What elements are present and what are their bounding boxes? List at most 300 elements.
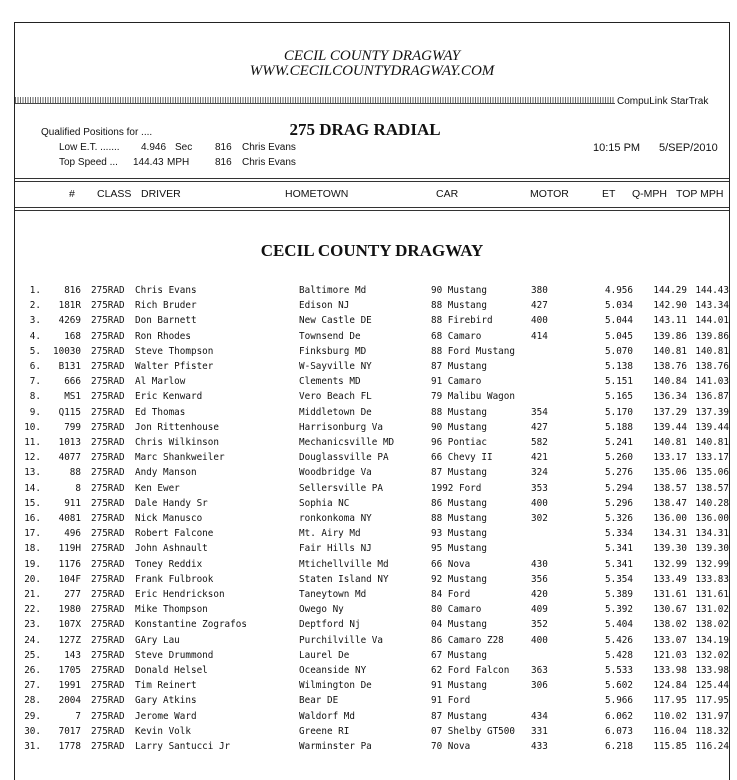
cell-motor: 356 — [531, 573, 548, 585]
cell-top-mph: 135.06 — [695, 467, 729, 479]
cell-car: 93 Mustang — [431, 528, 487, 540]
cell-hometown: Laurel De — [299, 649, 350, 661]
cell-pos: 17. — [24, 528, 41, 540]
cell-driver: Eric Hendrickson — [135, 589, 225, 600]
cell-motor: 430 — [531, 558, 548, 570]
cell-pos: 28. — [24, 695, 41, 707]
cell-hometown: Waldorf Md — [299, 710, 355, 722]
cell-car-number: 4081 — [58, 513, 81, 524]
cell-driver: Ron Rhodes — [135, 330, 191, 342]
cell-motor: 400 — [531, 497, 548, 509]
cell-driver: Tim Reinert — [135, 680, 197, 692]
cell-top-mph: 131.02 — [695, 604, 729, 616]
cell-car: 70 Nova — [431, 741, 471, 752]
cell-q-mph: 138.57 — [653, 482, 687, 494]
cell-car-number: 8 — [75, 482, 81, 494]
cell-driver: Ed Thomas — [135, 406, 186, 418]
cell-car: 91 Camaro — [431, 376, 482, 388]
cell-driver: Gary Atkins — [135, 695, 197, 707]
top-speed-driver: Chris Evans — [242, 157, 296, 168]
cell-et: 5.260 — [605, 452, 633, 464]
cell-driver: Rich Bruder — [135, 300, 197, 312]
cell-q-mph: 138.76 — [653, 361, 687, 372]
table-row — [15, 513, 731, 528]
table-row — [15, 331, 731, 346]
cell-driver: Larry Santucci Jr — [135, 741, 231, 752]
cell-hometown: Mt. Airy Md — [299, 528, 361, 540]
cell-driver: Mike Thompson — [135, 604, 208, 616]
cell-hometown: Deptford Nj — [299, 619, 361, 631]
cell-q-mph: 142.90 — [653, 300, 687, 312]
cell-et: 5.334 — [605, 528, 633, 540]
cell-et: 5.045 — [605, 330, 633, 342]
qualified-label: Qualified Positions for .... — [41, 127, 153, 138]
cell-motor: 352 — [531, 619, 548, 631]
cell-car: 91 Ford — [431, 695, 471, 707]
table-row — [15, 559, 731, 574]
header-rule-top — [15, 178, 729, 179]
cell-q-mph: 133.98 — [653, 665, 687, 676]
table-row — [15, 741, 731, 756]
cell-top-mph: 144.43 — [695, 285, 729, 296]
cell-car: 07 Shelby GT500 — [431, 725, 515, 737]
cell-pos: 8. — [29, 391, 41, 403]
header-rule-top-2 — [15, 181, 729, 182]
table-row — [15, 391, 731, 406]
low-et-label: Low E.T. ....... — [59, 142, 120, 153]
cell-driver: Andy Manson — [135, 467, 197, 479]
cell-hometown: W-Sayville NY — [299, 361, 372, 372]
top-speed-label: Top Speed ... — [59, 157, 118, 168]
cell-driver: Marc Shankweiler — [135, 452, 225, 464]
cell-top-mph: 116.24 — [695, 741, 729, 752]
cell-driver: Kevin Volk — [135, 725, 191, 737]
cell-et: 5.341 — [605, 543, 633, 555]
results-sheet — [14, 22, 730, 780]
cell-car-number: 168 — [64, 330, 81, 342]
cell-pos: 19. — [24, 558, 41, 570]
cell-et: 5.170 — [605, 406, 633, 418]
cell-hometown: Vero Beach FL — [299, 391, 372, 403]
cell-car-number: 666 — [64, 376, 81, 388]
cell-driver: Don Barnett — [135, 315, 197, 327]
cell-driver: Robert Falcone — [135, 528, 214, 540]
cell-et: 5.294 — [605, 482, 633, 494]
cell-pos: 24. — [24, 634, 41, 646]
table-row — [15, 711, 731, 726]
cell-driver: Chris Evans — [135, 285, 197, 296]
cell-pos: 18. — [24, 543, 41, 555]
col-header-et: ET — [602, 188, 616, 200]
cell-class: 275RAD — [91, 665, 125, 676]
cell-class: 275RAD — [91, 558, 125, 570]
cell-pos: 26. — [24, 665, 41, 676]
cell-class: 275RAD — [91, 376, 125, 388]
cell-class: 275RAD — [91, 421, 125, 433]
cell-hometown: Douglassville PA — [299, 452, 389, 464]
cell-driver: John Ashnault — [135, 543, 208, 555]
cell-hometown: Mechanicsville MD — [299, 437, 395, 448]
cell-pos: 31. — [24, 741, 41, 752]
cell-q-mph: 143.11 — [653, 315, 687, 327]
cell-et: 6.218 — [605, 741, 633, 752]
cell-motor: 582 — [531, 437, 548, 448]
cell-car: 88 Mustang — [431, 513, 487, 524]
cell-pos: 16. — [24, 513, 41, 524]
cell-car-number: 2004 — [58, 695, 81, 707]
cell-top-mph: 133.98 — [695, 665, 729, 676]
cell-car: 80 Camaro — [431, 604, 482, 616]
table-row — [15, 422, 731, 437]
cell-class: 275RAD — [91, 528, 125, 540]
cell-motor: 414 — [531, 330, 548, 342]
cell-driver: Eric Kenward — [135, 391, 203, 403]
table-row — [15, 680, 731, 695]
cell-motor: 427 — [531, 421, 548, 433]
cell-top-mph: 118.32 — [695, 725, 729, 737]
cell-et: 5.151 — [605, 376, 633, 388]
header-rule-bottom — [15, 207, 729, 208]
cell-driver: Jerome Ward — [135, 710, 197, 722]
cell-class: 275RAD — [91, 300, 125, 312]
cell-class: 275RAD — [91, 634, 125, 646]
cell-hometown: Owego Ny — [299, 604, 344, 616]
cell-q-mph: 140.81 — [653, 437, 687, 448]
cell-q-mph: 117.95 — [653, 695, 687, 707]
cell-motor: 421 — [531, 452, 548, 464]
cell-q-mph: 131.61 — [653, 589, 687, 600]
cell-top-mph: 138.02 — [695, 619, 729, 631]
cell-hometown: Taneytown Md — [299, 589, 367, 600]
cell-hometown: ronkonkoma NY — [299, 513, 372, 524]
cell-car-number: 1176 — [58, 558, 81, 570]
col-header-top-mph: TOP MPH — [676, 188, 724, 200]
cell-driver: Steve Thompson — [135, 345, 214, 357]
cell-class: 275RAD — [91, 725, 125, 737]
low-et-car: 816 — [215, 142, 232, 153]
table-row — [15, 650, 731, 665]
cell-q-mph: 110.02 — [653, 710, 687, 722]
cell-driver: Nick Manusco — [135, 513, 203, 524]
cell-q-mph: 139.30 — [653, 543, 687, 555]
cell-class: 275RAD — [91, 482, 125, 494]
cell-car: 67 Mustang — [431, 649, 487, 661]
cell-q-mph: 137.29 — [653, 406, 687, 418]
cell-top-mph: 139.86 — [695, 330, 729, 342]
cell-driver: Frank Fulbrook — [135, 573, 214, 585]
table-row — [15, 574, 731, 589]
cell-car: 87 Mustang — [431, 361, 487, 372]
cell-class: 275RAD — [91, 589, 125, 600]
col-header-car: CAR — [436, 188, 459, 200]
cell-car-number: 1013 — [58, 437, 81, 448]
cell-motor: 433 — [531, 741, 548, 752]
cell-q-mph: 136.00 — [653, 513, 687, 524]
cell-car-number: 4077 — [58, 452, 81, 464]
cell-car: 87 Mustang — [431, 710, 487, 722]
cell-top-mph: 138.57 — [695, 482, 729, 494]
cell-top-mph: 139.30 — [695, 543, 729, 555]
cell-hometown: Harrisonburg Va — [299, 421, 383, 433]
cell-pos: 29. — [24, 710, 41, 722]
table-row — [15, 528, 731, 543]
cell-driver: Walter Pfister — [135, 361, 214, 372]
cell-pos: 14. — [24, 482, 41, 494]
cell-hometown: Staten Island NY — [299, 573, 389, 585]
table-row — [15, 285, 731, 300]
cell-top-mph: 133.83 — [695, 573, 729, 585]
cell-q-mph: 121.03 — [653, 649, 687, 661]
cell-q-mph: 115.85 — [653, 741, 687, 752]
cell-hometown: Sophia NC — [299, 497, 350, 509]
cell-car-number: 88 — [69, 467, 81, 479]
cell-car-number: 104F — [58, 573, 81, 585]
cell-motor: 354 — [531, 406, 548, 418]
cell-motor: 420 — [531, 589, 548, 600]
cell-q-mph: 140.84 — [653, 376, 687, 388]
cell-motor: 331 — [531, 725, 548, 737]
cell-hometown: Fair Hills NJ — [299, 543, 372, 555]
cell-car-number: 1991 — [58, 680, 81, 692]
cell-q-mph: 139.86 — [653, 330, 687, 342]
cell-driver: Chris Wilkinson — [135, 437, 219, 448]
cell-car: 87 Mustang — [431, 467, 487, 479]
cell-car: 88 Ford Mustang — [431, 345, 515, 357]
cell-car: 62 Ford Falcon — [431, 665, 510, 676]
cell-class: 275RAD — [91, 741, 125, 752]
cell-pos: 23. — [24, 619, 41, 631]
cell-car-number: 127Z — [58, 634, 81, 646]
cell-class: 275RAD — [91, 406, 125, 418]
cell-driver: Donald Helsel — [135, 665, 208, 676]
cell-motor: 400 — [531, 315, 548, 327]
table-row — [15, 407, 731, 422]
header-rule-bottom-2 — [15, 210, 729, 211]
cell-car: 88 Mustang — [431, 406, 487, 418]
cell-class: 275RAD — [91, 345, 125, 357]
cell-q-mph: 132.99 — [653, 558, 687, 570]
cell-et: 5.392 — [605, 604, 633, 616]
cell-hometown: Greene RI — [299, 725, 350, 737]
cell-car-number: B131 — [58, 361, 81, 372]
cell-q-mph: 133.07 — [653, 634, 687, 646]
cell-et: 5.389 — [605, 589, 633, 600]
cell-car: 90 Mustang — [431, 285, 487, 296]
cell-class: 275RAD — [91, 604, 125, 616]
cell-class: 275RAD — [91, 695, 125, 707]
cell-pos: 3. — [29, 315, 41, 327]
cell-driver: Toney Reddix — [135, 558, 203, 570]
cell-et: 5.138 — [605, 361, 633, 372]
cell-car-number: 119H — [58, 543, 81, 555]
cell-et: 5.070 — [605, 345, 633, 357]
low-et-unit: Sec — [175, 142, 193, 153]
cell-et: 5.966 — [605, 695, 633, 707]
cell-car-number: 181R — [58, 300, 81, 312]
cell-motor: 409 — [531, 604, 548, 616]
race-date: 5/SEP/2010 — [659, 142, 718, 154]
cell-motor: 380 — [531, 285, 548, 296]
cell-motor: 427 — [531, 300, 548, 312]
cell-class: 275RAD — [91, 285, 125, 296]
table-row — [15, 376, 731, 391]
cell-car: 92 Mustang — [431, 573, 487, 585]
cell-car: 66 Chevy II — [431, 452, 493, 464]
table-row — [15, 437, 731, 452]
cell-hometown: Finksburg MD — [299, 345, 367, 357]
cell-car: 96 Pontiac — [431, 437, 487, 448]
cell-driver: Steve Drummond — [135, 649, 214, 661]
cell-et: 5.404 — [605, 619, 633, 631]
cell-et: 5.165 — [605, 391, 633, 403]
cell-et: 5.533 — [605, 665, 633, 676]
cell-pos: 7. — [29, 376, 41, 388]
cell-q-mph: 124.84 — [653, 680, 687, 692]
cell-car-number: 7017 — [58, 725, 81, 737]
cell-car: 88 Firebird — [431, 315, 493, 327]
cell-car: 86 Mustang — [431, 497, 487, 509]
cell-motor: 324 — [531, 467, 548, 479]
cell-pos: 15. — [24, 497, 41, 509]
cell-et: 5.341 — [605, 558, 633, 570]
cell-top-mph: 144.01 — [695, 315, 729, 327]
cell-et: 5.354 — [605, 573, 633, 585]
cell-q-mph: 133.49 — [653, 573, 687, 585]
cell-q-mph: 144.29 — [653, 285, 687, 296]
table-row — [15, 543, 731, 558]
col-header-hometown: HOMETOWN — [285, 188, 349, 200]
cell-top-mph: 140.81 — [695, 345, 729, 357]
cell-pos: 6. — [29, 361, 41, 372]
cell-motor: 434 — [531, 710, 548, 722]
table-row — [15, 619, 731, 634]
table-row — [15, 498, 731, 513]
cell-motor: 363 — [531, 665, 548, 676]
cell-class: 275RAD — [91, 573, 125, 585]
cell-hometown: Woodbridge Va — [299, 467, 372, 479]
cell-car-number: 107X — [58, 619, 81, 631]
cell-top-mph: 136.00 — [695, 513, 729, 524]
cell-hometown: Bear DE — [299, 695, 339, 707]
cell-et: 6.062 — [605, 710, 633, 722]
cell-class: 275RAD — [91, 543, 125, 555]
cell-hometown: Warminster Pa — [299, 741, 372, 752]
cell-car-number: 10030 — [53, 345, 81, 357]
cell-driver: Al Marlow — [135, 376, 186, 388]
cell-class: 275RAD — [91, 467, 125, 479]
cell-top-mph: 125.44 — [695, 680, 729, 692]
cell-car-number: 4269 — [58, 315, 81, 327]
top-speed-value: 144.43 — [133, 157, 164, 168]
cell-q-mph: 140.81 — [653, 345, 687, 357]
cell-car-number: 816 — [64, 285, 81, 296]
cell-et: 5.296 — [605, 497, 633, 509]
cell-top-mph: 132.02 — [695, 649, 729, 661]
cell-et: 5.602 — [605, 680, 633, 692]
table-row — [15, 695, 731, 710]
cell-hometown: Oceanside NY — [299, 665, 367, 676]
table-row — [15, 361, 731, 376]
table-row — [15, 467, 731, 482]
cell-class: 275RAD — [91, 330, 125, 342]
table-row — [15, 315, 731, 330]
cell-car-number: 1778 — [58, 741, 81, 752]
cell-driver: Konstantine Zografos — [135, 619, 247, 631]
cell-q-mph: 134.31 — [653, 528, 687, 540]
cell-top-mph: 136.87 — [695, 391, 729, 403]
cell-q-mph: 130.67 — [653, 604, 687, 616]
cell-q-mph: 116.04 — [653, 725, 687, 737]
cell-top-mph: 133.17 — [695, 452, 729, 464]
cell-motor: 306 — [531, 680, 548, 692]
cell-q-mph: 133.17 — [653, 452, 687, 464]
cell-top-mph: 143.34 — [695, 300, 729, 312]
cell-pos: 20. — [24, 573, 41, 585]
cell-class: 275RAD — [91, 680, 125, 692]
cell-top-mph: 138.76 — [695, 361, 729, 372]
table-row — [15, 452, 731, 467]
cell-top-mph: 132.99 — [695, 558, 729, 570]
cell-class: 275RAD — [91, 452, 125, 464]
cell-car: 91 Mustang — [431, 680, 487, 692]
cell-top-mph: 140.28 — [695, 497, 729, 509]
section-title: CECIL COUNTY DRAGWAY — [260, 241, 484, 260]
cell-hometown: Clements MD — [299, 376, 361, 388]
table-row — [15, 483, 731, 498]
cell-car: 95 Mustang — [431, 543, 487, 555]
cell-pos: 12. — [24, 452, 41, 464]
table-row — [15, 726, 731, 741]
cell-pos: 25. — [24, 649, 41, 661]
cell-top-mph: 141.03 — [695, 376, 729, 388]
cell-q-mph: 138.02 — [653, 619, 687, 631]
cell-class: 275RAD — [91, 649, 125, 661]
col-header-driver: DRIVER — [141, 188, 181, 200]
cell-class: 275RAD — [91, 710, 125, 722]
cell-car-number: 143 — [64, 649, 81, 661]
cell-motor: 302 — [531, 513, 548, 524]
cell-hometown: Mtichellville Md — [299, 558, 389, 570]
cell-car-number: 7 — [75, 710, 81, 722]
cell-driver: Jon Rittenhouse — [135, 421, 219, 433]
cell-pos: 9. — [29, 406, 41, 418]
cell-hometown: Middletown De — [299, 406, 372, 418]
cell-car: 88 Mustang — [431, 300, 487, 312]
cell-pos: 2. — [29, 300, 41, 312]
cell-et: 5.276 — [605, 467, 633, 479]
cell-class: 275RAD — [91, 513, 125, 524]
divider-line — [15, 103, 615, 104]
cell-top-mph: 131.61 — [695, 589, 729, 600]
table-row — [15, 665, 731, 680]
cell-pos: 4. — [29, 330, 41, 342]
cell-driver: Ken Ewer — [135, 482, 180, 494]
col-header-class: CLASS — [97, 188, 132, 200]
cell-car-number: Q115 — [58, 406, 81, 418]
low-et-driver: Chris Evans — [242, 142, 296, 153]
cell-car-number: 496 — [64, 528, 81, 540]
cell-class: 275RAD — [91, 437, 125, 448]
cell-motor: 400 — [531, 634, 548, 646]
cell-top-mph: 137.39 — [695, 406, 729, 418]
race-time: 10:15 PM — [593, 142, 641, 154]
cell-car: 1992 Ford — [431, 482, 482, 494]
cell-et: 5.426 — [605, 634, 633, 646]
table-row — [15, 346, 731, 361]
cell-hometown: Townsend De — [299, 330, 361, 342]
cell-top-mph: 134.31 — [695, 528, 729, 540]
cell-car-number: 1705 — [58, 665, 81, 676]
